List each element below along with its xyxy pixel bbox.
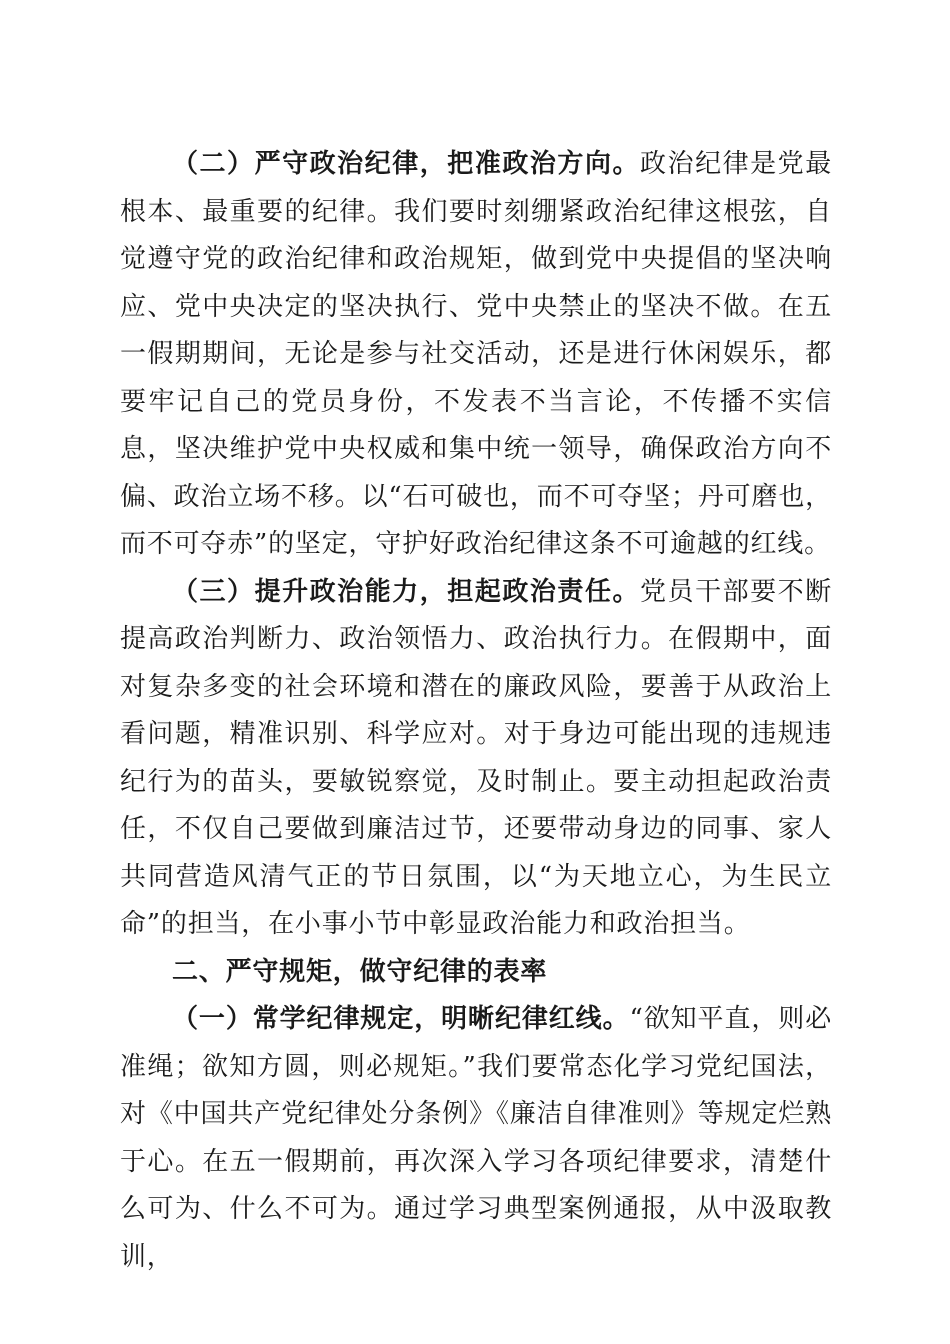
paragraph-body: 政治纪律是党最根本、最重要的纪律。我们要时刻绷紧政治纪律这根弦，自觉遵守党的政治纪律和政治规矩，做到党中央提倡的坚决响应、党中央决定的坚决执行、党中央禁止的坚决不做。在五一假期期间，无论是参与社交活动，还是进行休闲娱乐，都要牢记自己的党员身份，不发表不当言论，不传播不实信息，坚决维护党中央权威和集中统一领导，确保政治方向不偏、政治立场不移。以“石可破也，而不可夺坚；丹可磨也，而不可夺赤”的坚定，守护好政治纪律这条不可逾越的红线。 (120, 149, 832, 559)
paragraph-political-ability (120, 569, 832, 949)
document-page (120, 141, 832, 1281)
paragraph-discipline-rules (120, 996, 832, 1281)
paragraph-lead: （三）提升政治能力，担起政治责任。 (172, 576, 641, 607)
paragraph-lead: （二）严守政治纪律，把准政治方向。 (172, 149, 641, 179)
paragraph-body: “欲知平直，则必准绳；欲知方圆，则必规矩。”我们要常态化学习党纪国法，对《中国共产党纪律处分条例》《廉洁自律准则》等规定烂熟于心。在五一假期前，再次深入学习各项纪律要求，清楚什么可为、什么不可为。通过学习典型案例通报，从中汲取教训， (120, 1004, 832, 1272)
paragraph-body: 党员干部要不断提高政治判断力、政治领悟力、政治执行力。在假期中，面对复杂多变的社会环境和潜在的廉政风险，要善于从政治上看问题，精准识别、科学应对。对于身边可能出现的违规违纪行为的苗头，要敏锐察觉，及时制止。要主动担起政治责任，不仅自己要做到廉洁过节，还要带动身边的同事、家人共同营造风清气正的节日氛围，以“为天地立心，为生民立命”的担当，在小事小节中彰显政治能力和政治担当。 (120, 576, 832, 939)
paragraph-lead: （一）常学纪律规定，明晰纪律红线。 (172, 1004, 630, 1034)
paragraph-political-discipline (120, 141, 832, 569)
section-heading: 二、严守规矩，做守纪律的表率 (172, 956, 548, 987)
